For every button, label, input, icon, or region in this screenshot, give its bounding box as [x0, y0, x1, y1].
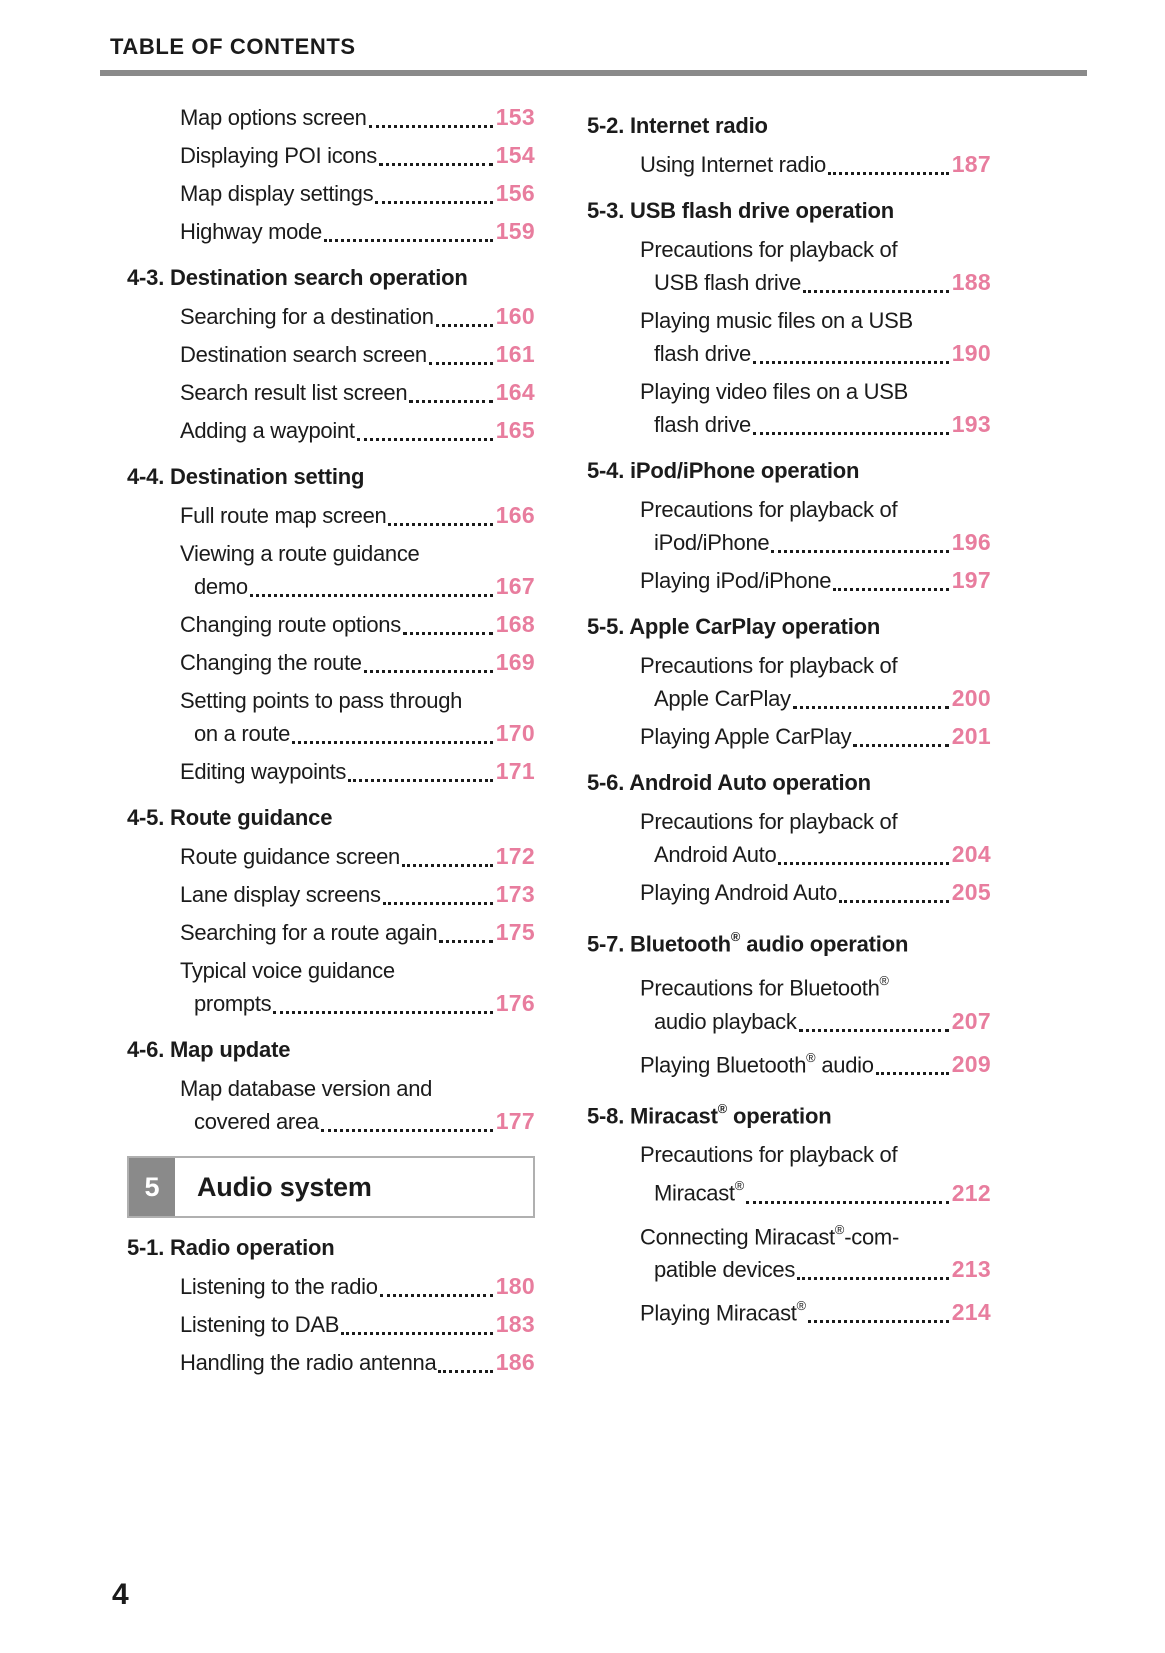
- toc-entry-line: [587, 1043, 991, 1081]
- entry-page-number: 166: [495, 502, 535, 528]
- entry-page-number: 172: [495, 843, 535, 869]
- dot-leader: [319, 1105, 496, 1138]
- dot-leader: [744, 1171, 952, 1209]
- toc-entry-line: [587, 720, 991, 753]
- toc-section-header: 4-6. Map update: [127, 1037, 291, 1062]
- toc-entry-line: [587, 337, 991, 370]
- toc-entry-line: [127, 755, 535, 788]
- entry-label: Destination search screen: [180, 342, 427, 367]
- toc-entry-line: [587, 266, 991, 299]
- dot-leader: [837, 876, 952, 909]
- toc-entry: [127, 499, 535, 532]
- toc-entry-line: [587, 838, 991, 871]
- registered-trademark-symbol: ®: [730, 929, 741, 945]
- dot-leader: [434, 300, 496, 333]
- toc-entry-line: [587, 966, 991, 1004]
- entry-label: Playing Miracast®: [640, 1298, 806, 1326]
- toc-section-header: 5-5. Apple CarPlay operation: [587, 614, 881, 639]
- entry-label: Route guidance screen: [180, 844, 400, 869]
- toc-columns: [100, 76, 1087, 1384]
- toc-entry-line: [587, 682, 991, 715]
- dot-leader: [400, 840, 496, 873]
- footer-page-number: 4: [112, 1578, 129, 1611]
- toc-entry-line: [127, 684, 535, 717]
- entry-page-number: 214: [951, 1299, 991, 1326]
- dot-leader: [791, 682, 952, 715]
- toc-entry: [127, 1308, 535, 1341]
- entry-label: Setting points to pass through: [180, 688, 463, 713]
- entry-label: Changing route options: [180, 612, 401, 637]
- dot-leader: [362, 646, 496, 679]
- entry-label: Full route map screen: [180, 503, 387, 528]
- dot-leader: [346, 755, 496, 788]
- entry-page-number: 173: [495, 881, 535, 907]
- entry-page-number: 187: [951, 151, 991, 177]
- toc-entry-line: [127, 916, 535, 949]
- toc-entry: [127, 1270, 535, 1303]
- toc-section-header: 5-3. USB flash drive operation: [587, 198, 894, 223]
- toc-entry-line: [127, 338, 535, 371]
- toc-section-header: 4-4. Destination setting: [127, 464, 365, 489]
- page-title: TABLE OF CONTENTS: [110, 34, 356, 59]
- entry-page-number: 196: [951, 529, 991, 555]
- toc-entry-line: [127, 215, 535, 248]
- dot-leader: [427, 338, 496, 371]
- entry-label: patible devices: [654, 1256, 796, 1282]
- toc-entry-line: [127, 954, 535, 987]
- entry-page-number: 168: [495, 611, 535, 637]
- toc-entry-line: [127, 1346, 535, 1379]
- entry-page-number: 183: [495, 1311, 535, 1337]
- toc-entry-line: [127, 570, 535, 603]
- toc-entry-line: [127, 177, 535, 210]
- entry-label: Searching for a route again: [180, 920, 438, 945]
- toc-column-left: [127, 96, 535, 1384]
- toc-column-right: [587, 96, 991, 1384]
- toc-entry-line: [587, 375, 991, 408]
- entry-label: flash drive: [654, 412, 751, 437]
- toc-section-header: 4-3. Destination search operation: [127, 265, 468, 290]
- toc-entry: [127, 537, 535, 603]
- entry-page-number: 160: [495, 303, 535, 329]
- registered-trademark-symbol: ®: [879, 973, 889, 989]
- entry-label: Listening to the radio: [180, 1274, 378, 1299]
- toc-entry: [127, 1346, 535, 1379]
- dot-leader: [826, 148, 952, 181]
- entry-label: Playing video files on a USB: [640, 379, 908, 404]
- toc-section-header: 5-6. Android Auto operation: [587, 770, 871, 795]
- entry-page-number: 177: [495, 1108, 535, 1134]
- dot-leader: [769, 526, 951, 559]
- entry-label: Connecting Miracast®-com-: [640, 1221, 899, 1249]
- dot-leader: [271, 987, 495, 1020]
- toc-entry: [587, 148, 991, 181]
- entry-page-number: 164: [495, 379, 535, 405]
- entry-label: Precautions for playback of: [640, 653, 898, 678]
- entry-page-number: 175: [495, 919, 535, 945]
- toc-entry-line: [587, 304, 991, 337]
- entry-page-number: 213: [951, 1255, 991, 1282]
- chapter-title: Audio system: [197, 1171, 372, 1202]
- entry-label: Searching for a destination: [180, 304, 434, 329]
- entry-page-number: 176: [495, 990, 535, 1016]
- entry-page-number: 193: [951, 411, 991, 437]
- entry-label: Apple CarPlay: [654, 686, 791, 711]
- entry-page-number: 204: [951, 841, 991, 867]
- dot-leader: [874, 1043, 952, 1081]
- dot-leader: [776, 838, 951, 871]
- toc-entry: [587, 720, 991, 753]
- entry-label: Changing the route: [180, 650, 362, 675]
- entry-page-number: 153: [495, 104, 535, 130]
- toc-entry-line: [127, 1308, 535, 1341]
- registered-trademark-symbol: ®: [717, 1101, 728, 1117]
- toc-section-header: 5-7. Bluetooth® audio operation: [587, 929, 909, 957]
- entry-label: covered area: [194, 1109, 319, 1134]
- entry-label: Precautions for playback of: [640, 1142, 898, 1168]
- toc-section-header: 5-4. iPod/iPhone operation: [587, 458, 860, 483]
- toc-entry-line: [127, 139, 535, 172]
- dot-leader: [367, 101, 496, 134]
- toc-entry-line: [127, 414, 535, 447]
- dot-leader: [797, 1005, 952, 1038]
- chapter-banner: [127, 1156, 535, 1218]
- entry-page-number: 161: [495, 341, 535, 367]
- entry-label: prompts: [194, 991, 272, 1016]
- toc-entry: [127, 300, 535, 333]
- toc-entry: [127, 755, 535, 788]
- entry-label: Viewing a route guidance: [180, 541, 420, 566]
- entry-label: Listening to DAB: [180, 1312, 340, 1337]
- entry-label: Precautions for playback of: [640, 809, 898, 834]
- toc-entry-line: [127, 1270, 535, 1303]
- toc-entry: [127, 338, 535, 371]
- entry-page-number: 197: [951, 567, 991, 593]
- dot-leader: [386, 499, 495, 532]
- entry-page-number: 205: [951, 879, 991, 905]
- entry-page-number: 159: [495, 218, 535, 244]
- toc-entry-line: [127, 1105, 535, 1138]
- entry-label: Editing waypoints: [180, 759, 347, 784]
- toc-entry-line: [127, 987, 535, 1020]
- toc-entry: [587, 304, 991, 370]
- dot-leader: [401, 608, 496, 641]
- dot-leader: [851, 720, 951, 753]
- dot-leader: [378, 1270, 496, 1303]
- toc-entry: [127, 916, 535, 949]
- entry-label: on a route: [194, 721, 291, 746]
- toc-entry-line: [587, 805, 991, 838]
- entry-label: audio playback: [654, 1008, 797, 1034]
- toc-entry: [127, 646, 535, 679]
- entry-label: Precautions for Bluetooth®: [640, 973, 889, 1001]
- entry-label: Playing Android Auto: [640, 880, 838, 905]
- toc-entry-line: [587, 148, 991, 181]
- entry-page-number: 167: [495, 573, 535, 599]
- toc-section-header: 5-2. Internet radio: [587, 113, 768, 138]
- dot-leader: [436, 1346, 495, 1379]
- entry-label: Playing Bluetooth® audio: [640, 1049, 874, 1077]
- toc-entry: [587, 805, 991, 871]
- entry-label: USB flash drive: [654, 270, 802, 295]
- entry-page-number: 171: [495, 758, 535, 784]
- toc-entry-line: [127, 1072, 535, 1105]
- entry-label: Handling the radio antenna: [180, 1350, 437, 1375]
- toc-entry-line: [127, 499, 535, 532]
- toc-entry-line: [127, 101, 535, 134]
- toc-entry: [127, 1072, 535, 1138]
- toc-entry: [127, 684, 535, 750]
- toc-entry: [587, 564, 991, 597]
- entry-label: Using Internet radio: [640, 152, 826, 177]
- toc-entry: [127, 840, 535, 873]
- toc-entry-line: [587, 649, 991, 682]
- entry-label: Displaying POI icons: [180, 143, 377, 168]
- toc-entry-line: [127, 717, 535, 750]
- entry-page-number: 170: [495, 720, 535, 746]
- dot-leader: [381, 878, 496, 911]
- toc-entry-line: [587, 876, 991, 909]
- entry-label: Precautions for playback of: [640, 237, 898, 262]
- entry-label: Search result list screen: [180, 380, 408, 405]
- toc-entry-line: [127, 537, 535, 570]
- entry-label: Miracast®: [654, 1178, 745, 1206]
- dot-leader: [751, 408, 952, 441]
- entry-label: Android Auto: [654, 842, 777, 867]
- toc-entry: [587, 375, 991, 441]
- dot-leader: [290, 717, 496, 750]
- toc-entry: [587, 1138, 991, 1209]
- entry-label: Adding a waypoint: [180, 418, 355, 443]
- entry-page-number: 209: [951, 1050, 991, 1077]
- toc-entry-line: [587, 408, 991, 441]
- registered-trademark-symbol: ®: [734, 1178, 745, 1194]
- dot-leader: [373, 177, 495, 210]
- dot-leader: [795, 1253, 952, 1286]
- toc-entry-line: [587, 1138, 991, 1171]
- registered-trademark-symbol: ®: [796, 1298, 806, 1314]
- entry-page-number: 165: [495, 417, 535, 443]
- entry-page-number: 201: [951, 723, 991, 749]
- toc-entry: [127, 139, 535, 172]
- entry-page-number: 154: [495, 142, 535, 168]
- entry-page-number: 186: [495, 1349, 535, 1375]
- registered-trademark-symbol: ®: [834, 1221, 845, 1237]
- entry-label: Precautions for playback of: [640, 497, 898, 522]
- entry-label: Playing iPod/iPhone: [640, 568, 832, 593]
- registered-trademark-symbol: ®: [806, 1049, 816, 1065]
- toc-entry: [587, 493, 991, 559]
- entry-label: Typical voice guidance: [180, 958, 395, 983]
- dot-leader: [355, 414, 496, 447]
- entry-page-number: 212: [951, 1179, 991, 1206]
- entry-page-number: 200: [951, 685, 991, 711]
- dot-leader: [339, 1308, 496, 1341]
- entry-page-number: 169: [495, 649, 535, 675]
- entry-label: Map database version and: [180, 1076, 433, 1101]
- chapter-number: 5: [129, 1158, 175, 1216]
- dot-leader: [831, 564, 952, 597]
- toc-entry: [587, 1291, 991, 1329]
- entry-label: iPod/iPhone: [654, 530, 770, 555]
- toc-entry-line: [587, 233, 991, 266]
- toc-entry-line: [127, 608, 535, 641]
- toc-entry-line: [127, 840, 535, 873]
- entry-label: Map options screen: [180, 105, 367, 130]
- toc-entry: [587, 966, 991, 1037]
- toc-entry: [127, 608, 535, 641]
- entry-page-number: 207: [951, 1007, 991, 1034]
- toc-entry: [587, 1215, 991, 1286]
- toc-entry: [587, 876, 991, 909]
- toc-entry-line: [587, 493, 991, 526]
- toc-entry: [127, 878, 535, 911]
- toc-entry: [127, 954, 535, 1020]
- toc-entry: [587, 1043, 991, 1081]
- toc-entry: [127, 376, 535, 409]
- toc-entry-line: [587, 564, 991, 597]
- toc-entry-line: [587, 1171, 991, 1209]
- entry-label: Playing Apple CarPlay: [640, 724, 852, 749]
- toc-entry: [587, 233, 991, 299]
- entry-label: Map display settings: [180, 181, 374, 206]
- entry-label: flash drive: [654, 341, 751, 366]
- toc-entry-line: [587, 1215, 991, 1253]
- entry-label: demo: [194, 574, 248, 599]
- toc-entry-line: [127, 376, 535, 409]
- toc-entry: [587, 649, 991, 715]
- dot-leader: [801, 266, 952, 299]
- toc-section-header: 5-8. Miracast® operation: [587, 1101, 832, 1129]
- toc-entry: [127, 215, 535, 248]
- dot-leader: [407, 376, 495, 409]
- toc-entry-line: [127, 646, 535, 679]
- toc-entry: [127, 414, 535, 447]
- dot-leader: [806, 1291, 952, 1329]
- dot-leader: [322, 215, 496, 248]
- dot-leader: [377, 139, 496, 172]
- dot-leader: [437, 916, 495, 949]
- entry-label: Playing music files on a USB: [640, 308, 913, 333]
- toc-entry-line: [587, 1253, 991, 1286]
- toc-entry-line: [127, 300, 535, 333]
- toc-entry-line: [587, 526, 991, 559]
- dot-leader: [751, 337, 952, 370]
- dot-leader: [248, 570, 496, 603]
- entry-label: Highway mode: [180, 219, 322, 244]
- toc-entry: [127, 177, 535, 210]
- toc-section-header: 4-5. Route guidance: [127, 805, 333, 830]
- entry-label: Lane display screens: [180, 882, 381, 907]
- entry-page-number: 190: [951, 340, 991, 366]
- toc-section-header: 5-1. Radio operation: [127, 1235, 335, 1260]
- entry-page-number: 156: [495, 180, 535, 206]
- entry-page-number: 188: [951, 269, 991, 295]
- toc-entry-line: [127, 878, 535, 911]
- toc-entry-line: [587, 1005, 991, 1038]
- toc-entry: [127, 101, 535, 134]
- toc-entry-line: [587, 1291, 991, 1329]
- entry-page-number: 180: [495, 1273, 535, 1299]
